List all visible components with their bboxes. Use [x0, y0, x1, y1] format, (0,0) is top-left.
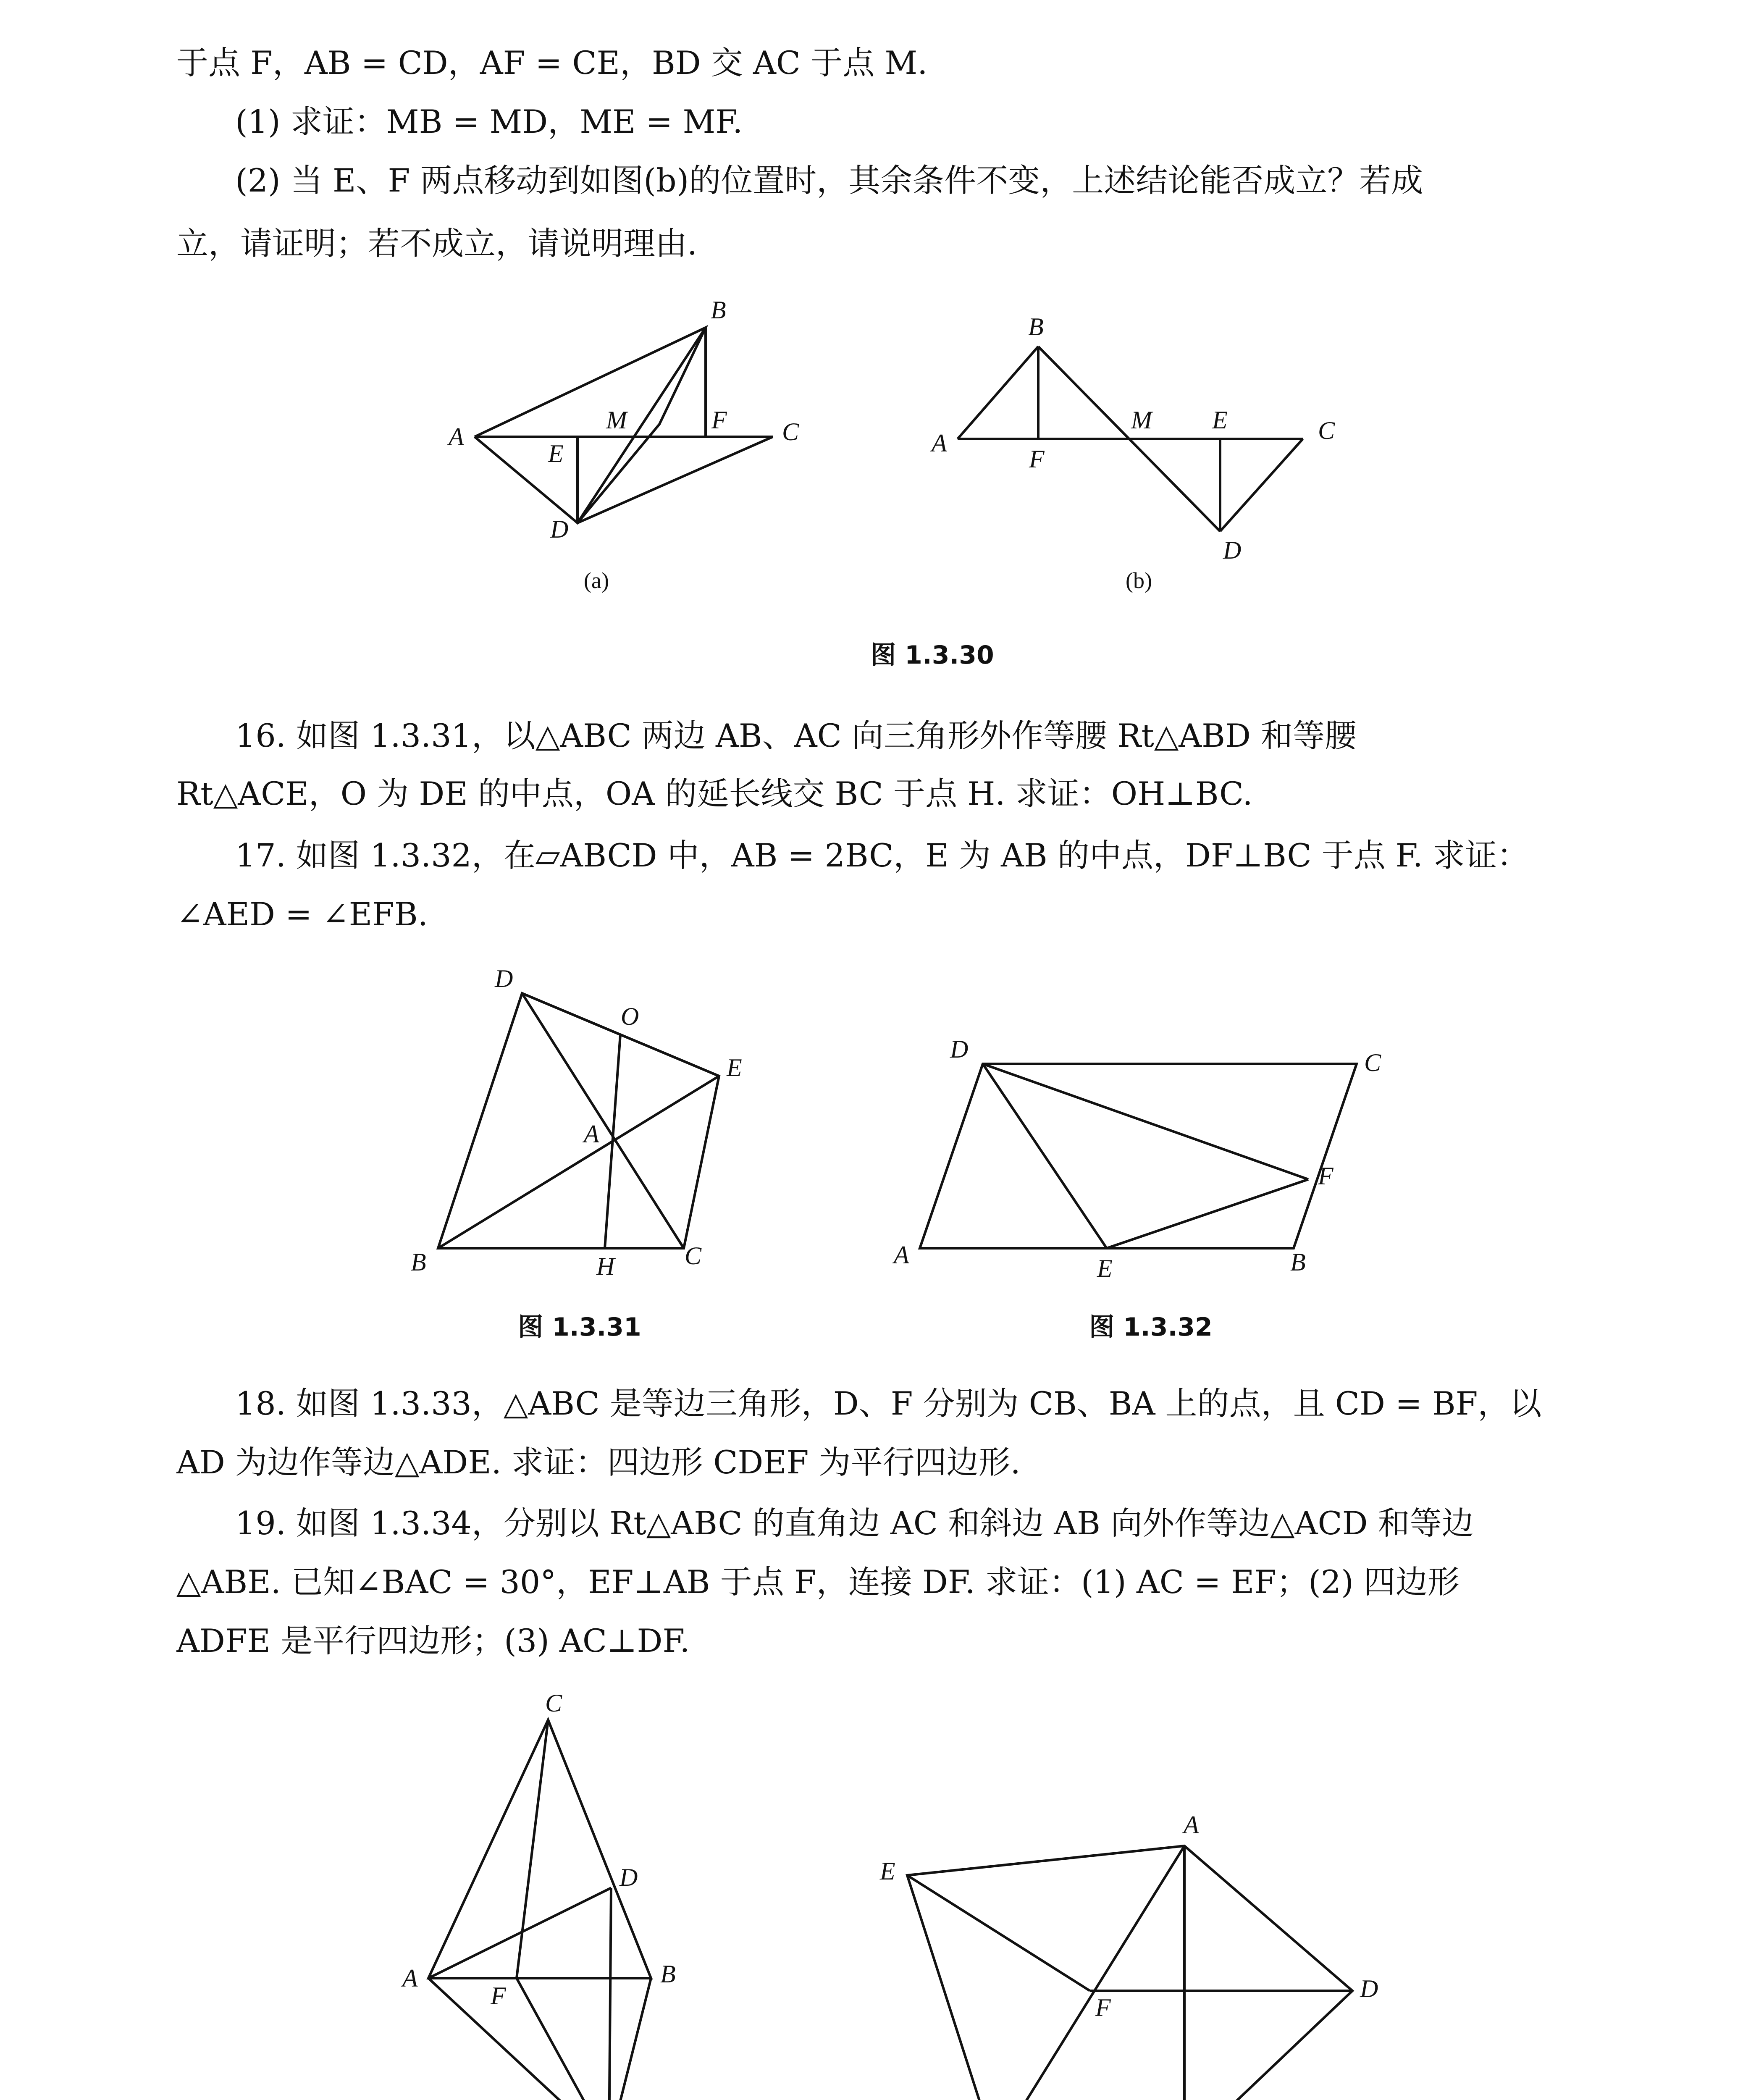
point-label-D: D — [950, 1035, 969, 1063]
problem-16-line-2: Rt△ACE，O 为 DE 的中点，OA 的延长线交 BC 于点 H. 求证：OH⊥BC. — [176, 775, 1253, 812]
point-label-B: B — [1028, 313, 1044, 341]
problem-17-line-2: ∠AED = ∠EFB. — [176, 895, 428, 933]
point-label-C: C — [1364, 1049, 1381, 1076]
point-label-E: E — [1212, 406, 1228, 434]
point-label-F: F — [1095, 1994, 1111, 2021]
figure-1-3-31 — [378, 953, 777, 1298]
point-label-M: M — [606, 406, 627, 434]
problem-19-line-2: △ABE. 已知∠BAC = 30°，EF⊥AB 于点 F，连接 DF. 求证：(1) AC = EF；(2) 四边形 — [176, 1563, 1460, 1601]
figure-1-3-30b — [907, 290, 1369, 609]
problem-15-part-2: (2) 当 E、F 两点移动到如图(b)的位置时，其余条件不变，上述结论能否成立？若成 — [235, 162, 1423, 199]
subfigure-label-b: (b) — [1126, 568, 1152, 593]
problem-19-line-1: 19. 如图 1.3.34，分别以 Rt△ABC 的直角边 AC 和斜边 AB 向外作等边△ACD 和等边 — [235, 1504, 1474, 1542]
problem-16-line-1: 16. 如图 1.3.31，以△ABC 两边 AB、AC 向三角形外作等腰 Rt△ABD 和等腰 — [235, 717, 1357, 754]
point-label-D: D — [1223, 536, 1242, 564]
point-label-E: E — [880, 1857, 895, 1885]
point-label-O: O — [621, 1003, 639, 1030]
subfigure-label-a: (a) — [584, 568, 609, 593]
point-label-M: M — [1131, 406, 1152, 434]
point-label-C: C — [782, 418, 799, 446]
point-label-A: A — [584, 1120, 599, 1148]
point-label-A: A — [402, 1964, 418, 1992]
point-label-D: D — [1360, 1975, 1378, 2003]
point-label-A: A — [894, 1241, 909, 1269]
point-label-A: A — [1184, 1811, 1199, 1839]
problem-15-part-1: (1) 求证：MB = MD，ME = MF. — [235, 103, 743, 140]
figure-caption-1-3-30: 图 1.3.30 — [871, 640, 994, 670]
point-label-A: A — [932, 429, 947, 457]
point-label-E: E — [1097, 1255, 1113, 1282]
point-label-A: A — [449, 423, 464, 451]
problem-17-line-1: 17. 如图 1.3.32，在▱ABCD 中，AB = 2BC，E 为 AB 的中点，DF⊥BC 于点 F. 求证： — [235, 837, 1529, 874]
point-label-C: C — [1318, 417, 1335, 444]
figure-caption-1-3-31: 图 1.3.31 — [518, 1312, 641, 1342]
point-label-E: E — [727, 1054, 742, 1082]
problem-15-part-2-cont: 立，请证明；若不成立，请说明理由. — [176, 225, 698, 262]
point-label-D: D — [620, 1864, 638, 1891]
figure-caption-1-3-32: 图 1.3.32 — [1089, 1312, 1213, 1342]
problem-18-line-1: 18. 如图 1.3.33，△ABC 是等边三角形，D、F 分别为 CB、BA 上的点，且 CD = BF，以 — [235, 1385, 1542, 1422]
point-label-F: F — [1029, 445, 1045, 473]
point-label-C: C — [685, 1242, 702, 1270]
point-label-D: D — [495, 965, 513, 992]
point-label-B: B — [1290, 1248, 1306, 1276]
point-label-B: B — [411, 1248, 426, 1276]
point-label-C: C — [545, 1689, 562, 1717]
problem-18-line-2: AD 为边作等边△ADE. 求证：四边形 CDEF 为平行四边形. — [176, 1444, 1021, 1481]
figure-1-3-33 — [378, 1688, 777, 2100]
point-label-E: E — [548, 440, 564, 467]
point-label-H: H — [596, 1252, 615, 1280]
problem-19-line-3: ADFE 是平行四边形；(3) AC⊥DF. — [176, 1622, 690, 1659]
problem-15-line-1: 于点 F，AB = CD，AF = CE，BD 交 AC 于点 M. — [176, 44, 928, 81]
figure-1-3-32 — [874, 1008, 1403, 1302]
point-label-F: F — [1318, 1162, 1334, 1190]
point-label-B: B — [660, 1960, 676, 1988]
point-label-F: F — [711, 406, 727, 434]
figure-1-3-34 — [857, 1798, 1445, 2100]
point-label-F: F — [491, 1982, 506, 2010]
point-label-D: D — [550, 515, 569, 543]
figure-1-3-30a — [420, 290, 865, 609]
point-label-B: B — [711, 296, 726, 324]
